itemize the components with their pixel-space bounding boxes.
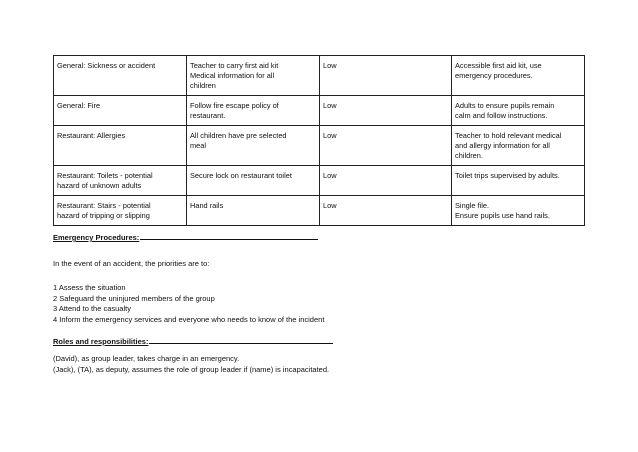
risk-level-cell: Low (320, 166, 452, 196)
control-cell: Teacher to carry first aid kit Medical information for all children (187, 56, 320, 96)
action-cell: Toilet trips supervised by adults. (452, 166, 585, 196)
list-item: 1 Assess the situation (53, 283, 126, 292)
list-item: 4 Inform the emergency services and everyone who needs to know of the incident (53, 314, 325, 324)
table-row (54, 166, 585, 196)
hazard-cell: General: Fire (54, 96, 187, 126)
roles-section-heading (53, 337, 333, 348)
table-row (54, 96, 585, 126)
hazard-cell: Restaurant: Allergies (54, 126, 187, 166)
table-row (54, 56, 585, 96)
heading-underline (149, 343, 333, 344)
risk-level-cell: Low (320, 196, 452, 226)
control-cell: All children have pre selected meal (187, 126, 320, 166)
table-row (54, 126, 585, 166)
emergency-section-heading (53, 233, 318, 244)
hazard-cell: General: Sickness or accident (54, 56, 187, 96)
control-cell: Follow fire escape policy of restaurant. (187, 96, 320, 126)
risk-level-cell: Low (320, 126, 452, 166)
emergency-heading-text: Emergency Procedures: (53, 233, 140, 242)
risk-level-cell: Low (320, 96, 452, 126)
list-item: 3 Attend to the casualty (53, 304, 131, 313)
risk-level-cell: Low (320, 56, 452, 96)
action-cell: Accessible first aid kit, use emergency procedures. (452, 56, 585, 96)
roles-heading-text: Roles and responsibilities: (53, 337, 149, 346)
heading-underline (140, 239, 318, 240)
list-item: 2 Safeguard the uninjured members of the group (53, 293, 215, 303)
control-cell: Hand rails (187, 196, 320, 226)
risk-assessment-table (53, 55, 585, 226)
control-cell: Secure lock on restaurant toilet (187, 166, 320, 196)
list-item: (Jack), (TA), as deputy, assumes the role of group leader if (name) is incapacitated. (53, 365, 330, 374)
emergency-steps-list (53, 283, 324, 325)
list-item: (David), as group leader, takes charge in an emergency. (53, 354, 240, 363)
hazard-cell: Restaurant: Stairs - potential hazard of tripping or slipping (54, 196, 187, 226)
table-row (54, 196, 585, 226)
action-cell: Adults to ensure pupils remain calm and follow instructions. (452, 96, 585, 126)
action-cell: Teacher to hold relevant medical and allergy information for all children. (452, 126, 585, 166)
hazard-cell: Restaurant: Toilets - potential hazard of unknown adults (54, 166, 187, 196)
emergency-intro: In the event of an accident, the priorities are to: (53, 259, 210, 268)
roles-list (53, 354, 329, 376)
action-cell: Single file. Ensure pupils use hand rails. (452, 196, 585, 226)
